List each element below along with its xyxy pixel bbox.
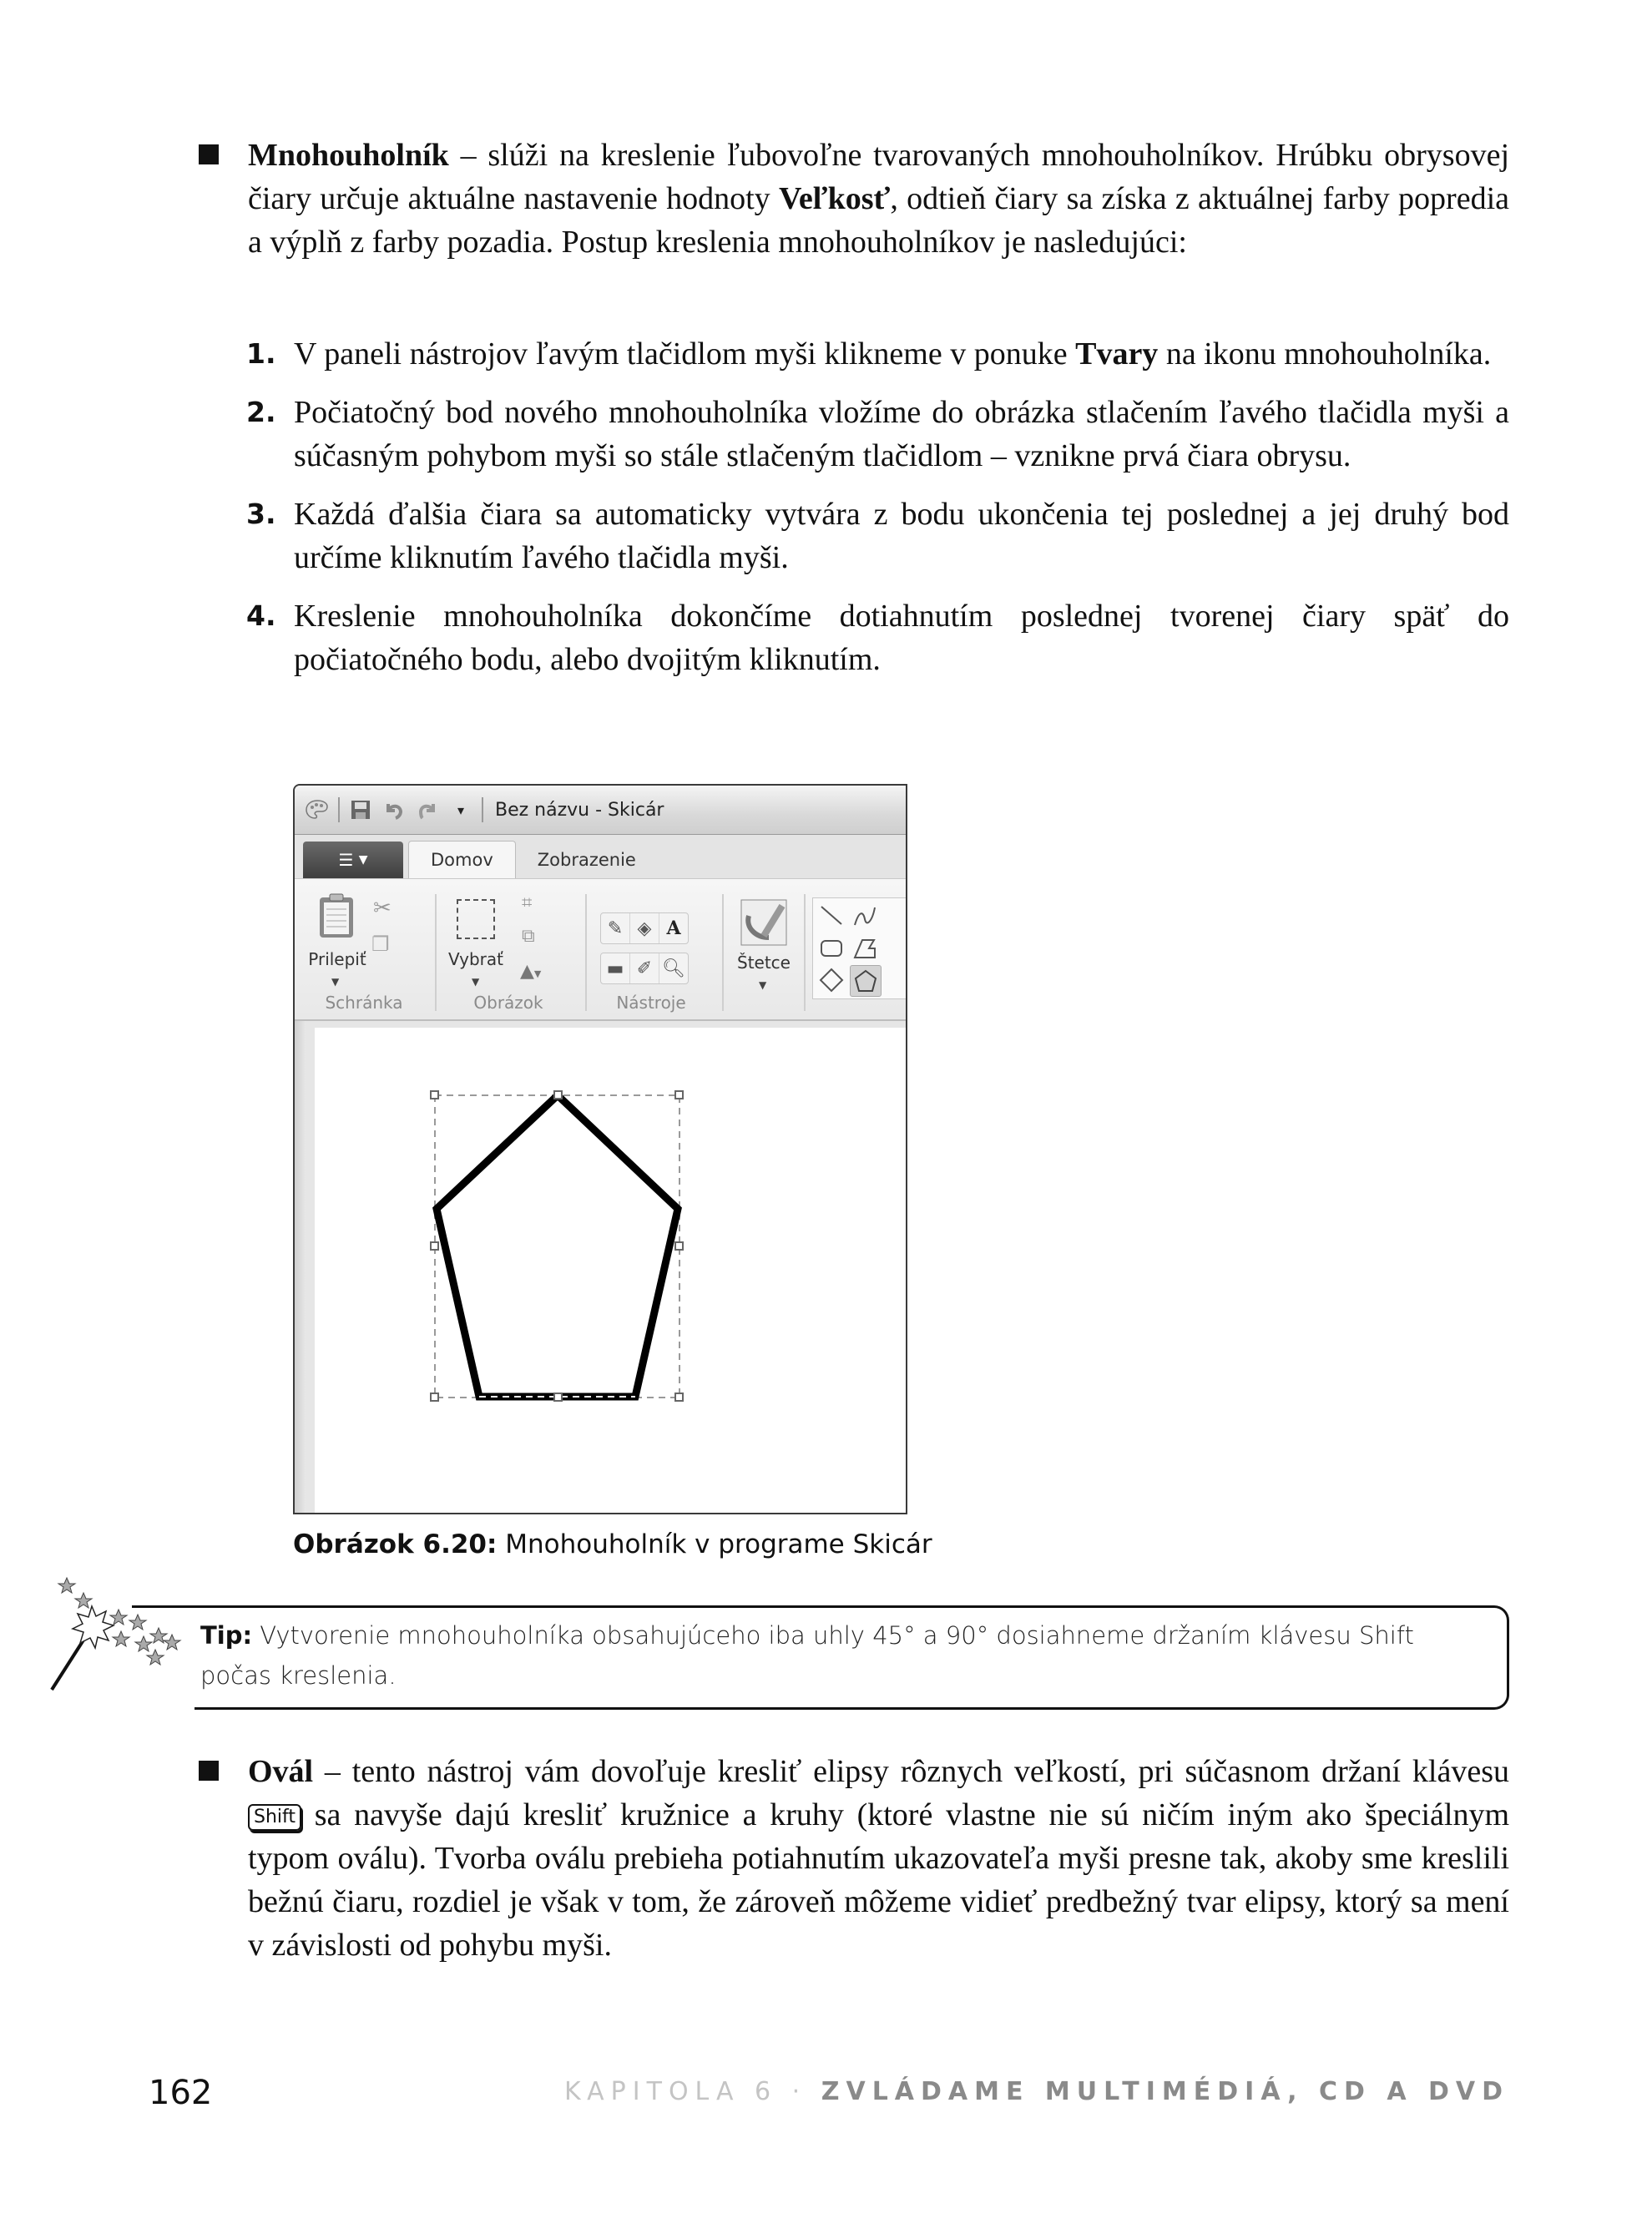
rounded-rectangle-shape-icon[interactable] [816, 933, 846, 963]
tools-group: ✎ ◈ A ▬ ✐ 🔍︎ Nástroje [589, 889, 714, 1014]
line-shape-icon[interactable] [816, 902, 846, 932]
select-button[interactable]: Vybrať ▼ [447, 889, 510, 1006]
tip-label: Tip: [200, 1621, 253, 1650]
polygon-section [199, 134, 1509, 264]
list-item: 3. Každá ďalšia čiara sa automaticky vytvára z bodu ukončenia tej poslednej a jej druhý bod určíme kliknutím ľavého tlačidla myši. [246, 493, 1509, 579]
tab-zobrazenie[interactable]: Zobrazenie [537, 850, 636, 870]
step-number: 3. [246, 498, 276, 530]
shapes-gallery [812, 897, 907, 999]
undo-icon[interactable] [381, 797, 407, 822]
tip-top-border [132, 1605, 1494, 1608]
toolbar-separator [482, 797, 483, 822]
pentagon-drawing [315, 1028, 906, 1513]
step-number: 1. [246, 337, 276, 370]
fill-bucket-icon[interactable]: ◈ [630, 913, 659, 943]
toolbar-separator [338, 797, 340, 822]
bullet-square-icon [199, 1761, 219, 1781]
tip-box [132, 1605, 1509, 1710]
menu-icon: ☰ [338, 850, 354, 870]
text-tool-icon[interactable]: A [666, 917, 681, 939]
customize-toolbar-dropdown-icon[interactable]: ▾ [457, 801, 465, 818]
tab-domov[interactable]: Domov [408, 841, 516, 878]
rotate-icon[interactable]: ▲▼ [520, 961, 542, 982]
page-number: 162 [149, 2074, 213, 2112]
app-menu-button[interactable] [303, 842, 403, 878]
crop-icon[interactable]: ⌗ [522, 892, 533, 913]
diamond-shape-icon[interactable] [816, 965, 846, 995]
ribbon [295, 879, 906, 1021]
tools-row-1 [600, 912, 689, 944]
image-group: Vybrať ▼ ⌗ ⧉ ▲▼ Obrázok [438, 889, 578, 1014]
selection-rectangle-icon [457, 899, 495, 939]
brushes-button[interactable]: Štetce ▼ [730, 899, 797, 991]
canvas-area [295, 1021, 906, 1513]
paint-palette-icon [305, 797, 330, 822]
tip-bottom-border [195, 1707, 1494, 1710]
figure-label: Obrázok 6.20: [293, 1529, 498, 1559]
eraser-icon[interactable]: ▬ [601, 953, 630, 983]
step-number: 2. [246, 396, 276, 428]
size-term: Veľkosť [778, 181, 891, 216]
list-item: 2. Počiatočný bod nového mnohouholníka vložíme do obrázka stlačením ľavého tlačidla myši a súčasným pohybom myši so stále stlačeným tlačidlom – vznikne prvá čiara obrysu. [246, 391, 1509, 478]
canvas-scroll-rail [295, 1021, 306, 1513]
cut-icon[interactable]: ✂ [373, 896, 392, 921]
ribbon-tabs [295, 835, 906, 879]
figure-caption: Obrázok 6.20: Mnohouholník v programe Skicár [293, 1529, 932, 1559]
bullet-square-icon [199, 144, 219, 164]
shift-key: Shift [248, 1804, 301, 1831]
magnifier-icon[interactable]: 🔍︎ [662, 958, 685, 979]
oval-section [199, 1750, 1509, 1967]
group-separator [722, 894, 724, 1011]
chevron-down-icon: ▼ [358, 853, 368, 867]
chevron-down-icon: ▼ [472, 976, 480, 988]
polygon-freeform-shape-icon[interactable] [850, 933, 880, 963]
tip-right-border [1486, 1605, 1509, 1710]
tip-text: Tip: Vytvorenie mnohouholníka obsahujúceho iba uhly 45° a 90° dosiahneme držaním klávesu Shift počas kreslenia. [200, 1621, 1414, 1690]
clipboard-group: Prilepiť ▼ ✂ ❐ Schránka [301, 889, 427, 1014]
color-picker-icon[interactable]: ✐ [630, 953, 659, 983]
list-item: 1. V paneli nástrojov ľavým tlačidlom myši klikneme v ponuke Tvary na ikonu mnohouholníka. [246, 332, 1509, 376]
clipboard-icon [318, 892, 355, 939]
pentagon-shape-icon[interactable] [850, 965, 882, 997]
steps-list [246, 332, 1509, 696]
chevron-down-icon: ▼ [759, 979, 767, 991]
chevron-down-icon: ▼ [331, 976, 340, 988]
paint-window-screenshot [293, 784, 907, 1514]
list-item: 4. Kreslenie mnohouholníka dokončíme dotiahnutím poslednej tvorenej čiary späť do počiatočného bodu, alebo dvojitým kliknutím. [246, 594, 1509, 681]
window-title: Bez názvu - Skicár [495, 799, 664, 821]
group-separator [585, 894, 587, 1011]
polygon-term: Mnohouholník [248, 138, 449, 173]
group-separator [804, 894, 806, 1011]
resize-icon[interactable]: ⧉ [522, 926, 535, 947]
title-bar [295, 786, 906, 835]
pencil-icon[interactable]: ✎ [601, 913, 630, 943]
running-footer: KAPITOLA 6 · ZVLÁDAME MULTIMÉDIÁ, CD A DVD [564, 2077, 1509, 2106]
save-icon[interactable] [348, 797, 373, 822]
curve-shape-icon[interactable] [850, 902, 880, 932]
redo-icon[interactable] [415, 797, 440, 822]
oval-paragraph: Ovál – tento nástroj vám dovoľuje kresliť elipsy rôznych veľkostí, pri súčasnom držaní klávesu Shift sa navyše dajú kresliť kružnice a kruhy (ktoré vlastne nie sú ničím iným ako špeciálnym typom oválu). Tvorba oválu prebieha potiahnutím ukazovateľa myši presne tak, akoby sme kreslili bežnú čiaru, rozdiel je však v tom, že zároveň môžeme vidieť predbežný tvar elipsy, ktorý sa mení v závislosti od pohybu myši. [248, 1754, 1509, 1963]
polygon-paragraph: Mnohouholník – slúži na kreslenie ľubovoľne tvarovaných mnohouholníkov. Hrúbku obrysovej čiary určuje aktuálne nastavenie hodnoty Veľkosť, odtieň čiary sa získa z aktuálnej farby popredia a výplň z farby pozadia. Postup kreslenia mnohouholníkov je nasledujúci: [248, 138, 1509, 260]
drawing-canvas[interactable] [315, 1028, 906, 1513]
brush-icon [740, 899, 787, 946]
paste-button[interactable]: Prilepiť ▼ [310, 889, 365, 1006]
step-number: 4. [246, 599, 276, 632]
copy-icon[interactable]: ❐ [371, 933, 390, 956]
tools-row-2 [600, 953, 689, 984]
oval-term: Ovál [248, 1754, 314, 1789]
shapes-term: Tvary [1075, 336, 1159, 372]
group-separator [435, 894, 437, 1011]
